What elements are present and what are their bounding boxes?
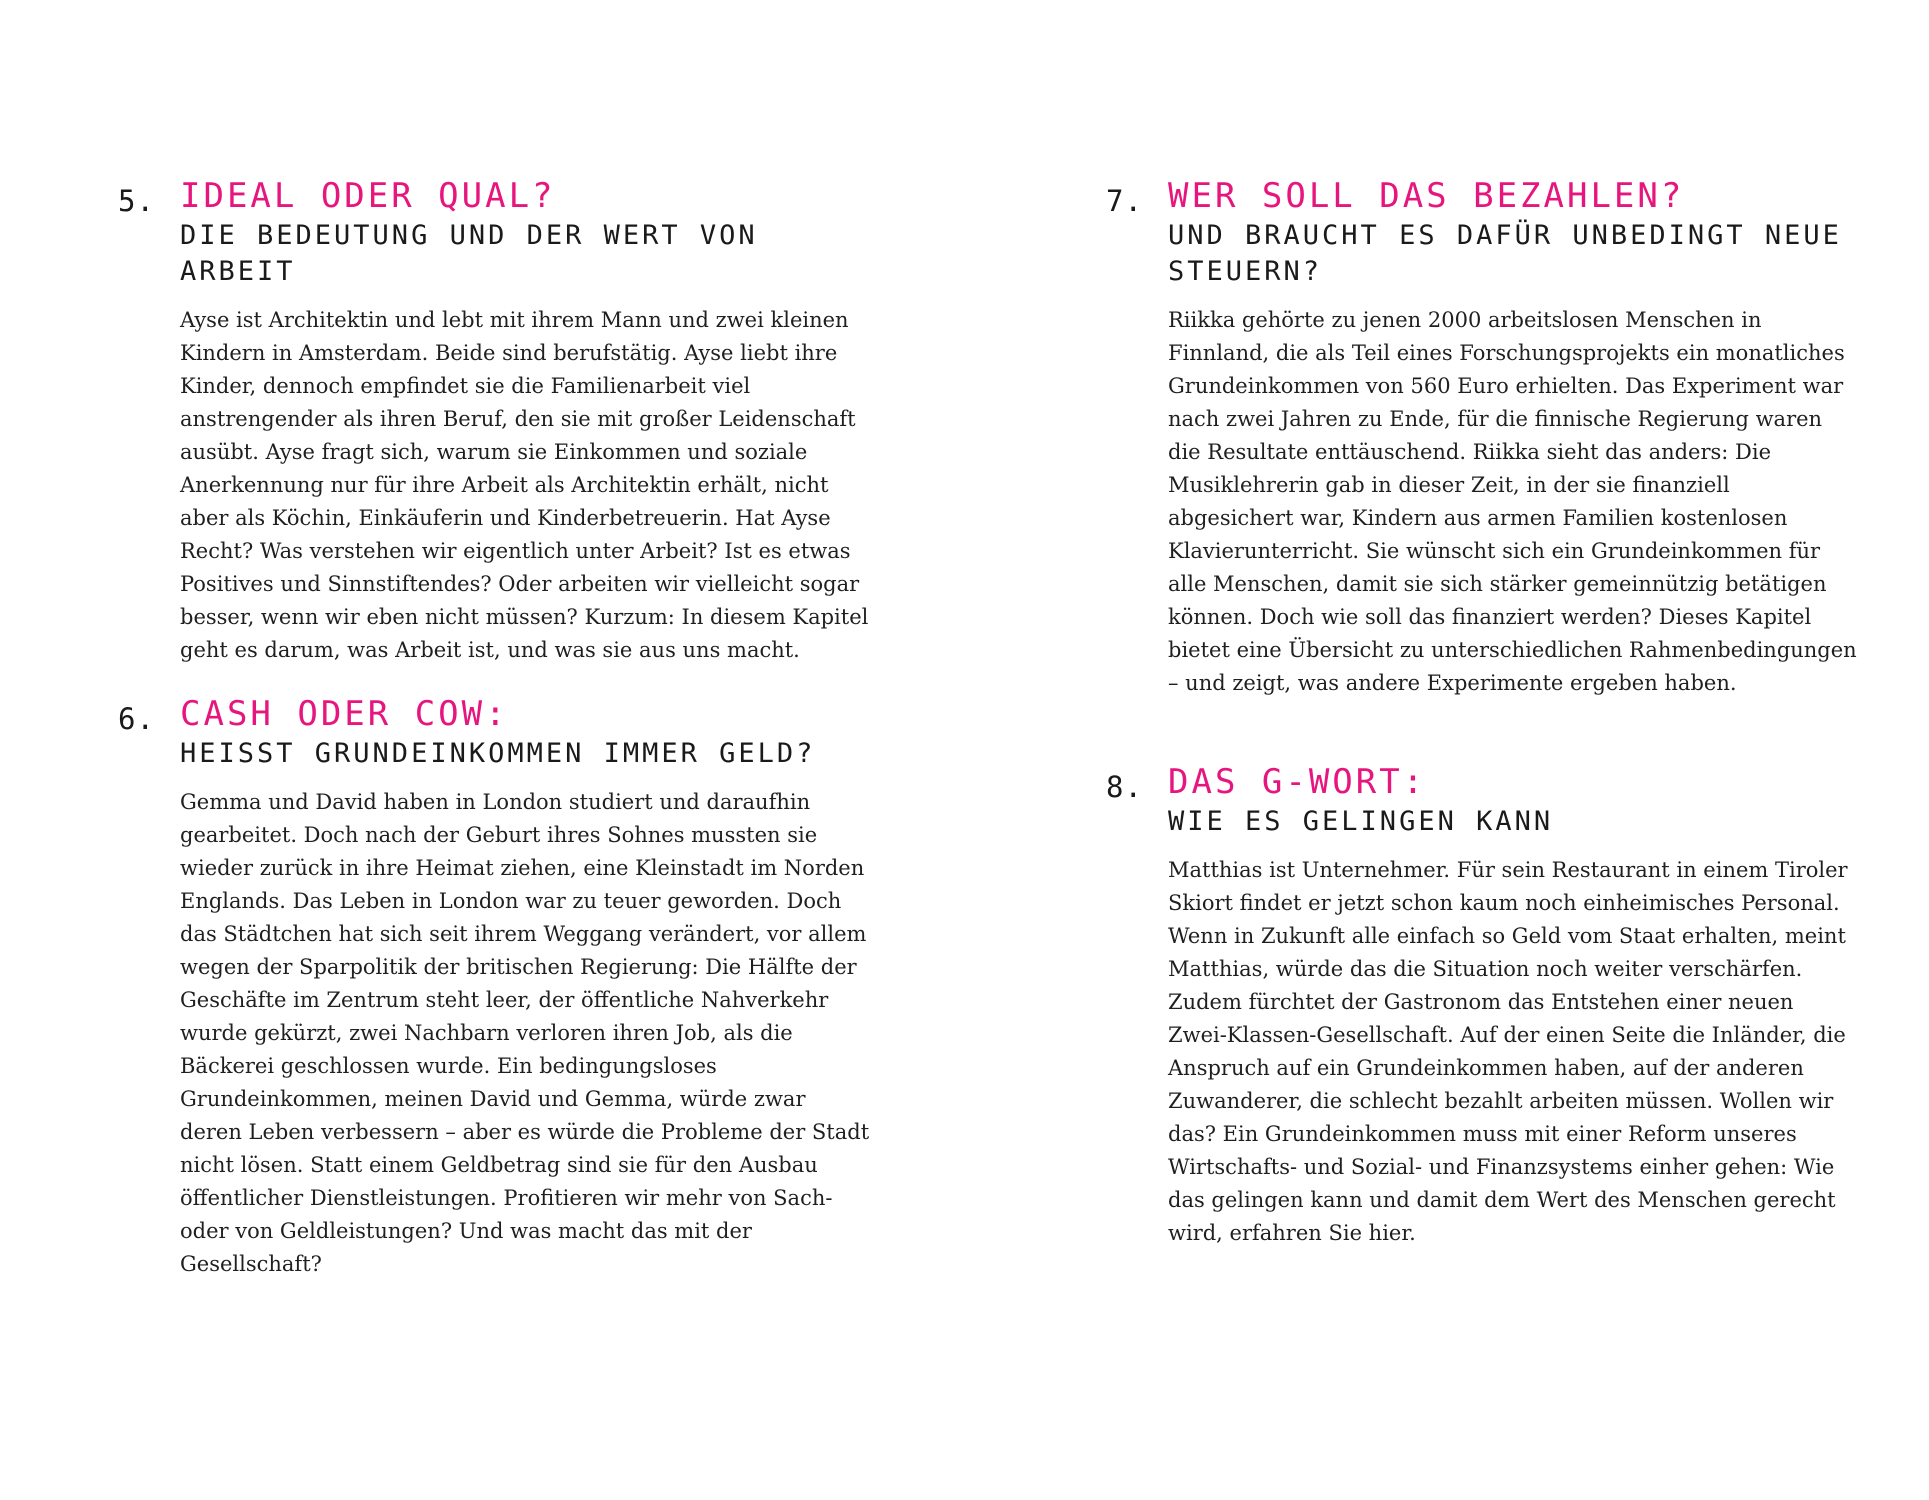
chapter-body: Gemma und David haben in London studiert und daraufhin gearbeitet. Doch nach der Geburt ihres Sohnes mussten sie wieder zurück in ihre Heimat ziehen, eine Kleinstadt im Norden Englands. Das Leben in London war zu teuer geworden. Doch das Städtchen hat sich seit ihrem Weggang verändert, vor allem wegen der Sparpolitik der britischen Regierung: Die Hälfte der Geschäfte im Zentrum steht leer, der öffentliche Nahverkehr wurde gekürzt, zwei Nachbarn verloren ihren Job, als die Bäckerei geschlossen wurde. Ein bedingungsloses Grundeinkommen, meinen David und Gemma, würde zwar deren Leben verbessern – aber es würde die Probleme der Stadt nicht lösen. Statt einem Geldbetrag sind sie für den Ausbau öffentlicher Dienstleistungen. Profitieren wir mehr von Sach- oder von Geldleistungen? Und was macht das mit der Gesellschaft?	[180, 790, 870, 1276]
chapter-subtitle: DIE BEDEUTUNG UND DER WERT VON ARBEIT	[180, 220, 758, 287]
chapter-number: 7.	[1106, 184, 1143, 218]
chapter-title: DAS G-WORT:	[1168, 762, 1427, 802]
chapter-body: Riikka gehörte zu jenen 2000 arbeitslosen Menschen in Finnland, die als Teil eines Forschungsprojekts ein monatliches Grundeinkommen von 560 Euro erhielten. Das Experiment war nach zwei Jahren zu Ende, für die finnische Regierung waren die Resultate enttäuschend. Riikka sieht das anders: Die Musiklehrerin gab in dieser Zeit, in der sie finanziell abgesichert war, Kindern aus armen Familien kostenlosen Klavierunterricht. Sie wünscht sich ein Grundeinkommen für alle Menschen, damit sie sich stärker gemeinnützig betätigen können. Doch wie soll das finanziert werden? Dieses Kapitel bietet eine Übersicht zu unterschiedlichen Rahmenbedingungen – und zeigt, was andere Experimente ergeben haben.	[1168, 308, 1857, 695]
chapter-title: WER SOLL DAS BEZAHLEN?	[1168, 176, 1685, 216]
chapter-number: 6.	[118, 702, 155, 736]
chapter-subtitle: HEISST GRUNDEINKOMMEN IMMER GELD?	[180, 738, 816, 769]
chapter-text	[1168, 762, 1858, 1250]
chapter-title: IDEAL ODER QUAL?	[180, 176, 556, 216]
chapter-body: Matthias ist Unternehmer. Für sein Restaurant in einem Tiroler Skiort findet er jetzt schon kaum noch einheimisches Personal. Wenn in Zukunft alle einfach so Geld vom Staat erhalten, meint Matthias, würde das die Situation noch weiter verschärfen. Zudem fürchtet der Gastronom das Entstehen einer neuen Zwei-Klassen-Gesellschaft. Auf der einen Seite die Inländer, die Anspruch auf ein Grundeinkommen haben, auf der anderen Zuwanderer, die schlecht bezahlt arbeiten müssen. Wollen wir das? Ein Grundeinkommen muss mit einer Reform unseres Wirtschafts- und Sozial- und Finanzsystems einher gehen: Wie das gelingen kann und damit dem Wert des Menschen gerecht wird, erfahren Sie hier.	[1168, 858, 1848, 1245]
chapter-text	[180, 694, 870, 1281]
chapter-title: CASH ODER COW:	[180, 694, 509, 734]
chapter-text	[180, 176, 870, 667]
chapter-body: Ayse ist Architektin und lebt mit ihrem Mann und zwei kleinen Kindern in Amsterdam. Beide sind berufstätig. Ayse liebt ihre Kinder, dennoch empfindet sie die Familienarbeit viel anstrengender als ihren Beruf, den sie mit großer Leidenschaft ausübt. Ayse fragt sich, warum sie Einkommen und soziale Anerkennung nur für ihre Arbeit als Architektin erhält, nicht aber als Köchin, Einkäuferin und Kinderbetreuerin. Hat Ayse Recht? Was verstehen wir eigentlich unter Arbeit? Ist es etwas Positives und Sinnstiftendes? Oder arbeiten wir vielleicht sogar besser, wenn wir eben nicht müssen? Kurzum: In diesem Kapitel geht es darum, was Arbeit ist, und was sie aus uns macht.	[180, 308, 869, 662]
chapter-subtitle: UND BRAUCHT ES DAFÜR UNBEDINGT NEUE STEUERN?	[1168, 220, 1842, 287]
chapter-number: 8.	[1106, 770, 1143, 804]
chapter-number: 5.	[118, 184, 155, 218]
chapter-text	[1168, 176, 1858, 700]
chapter-subtitle: WIE ES GELINGEN KANN	[1168, 806, 1554, 837]
